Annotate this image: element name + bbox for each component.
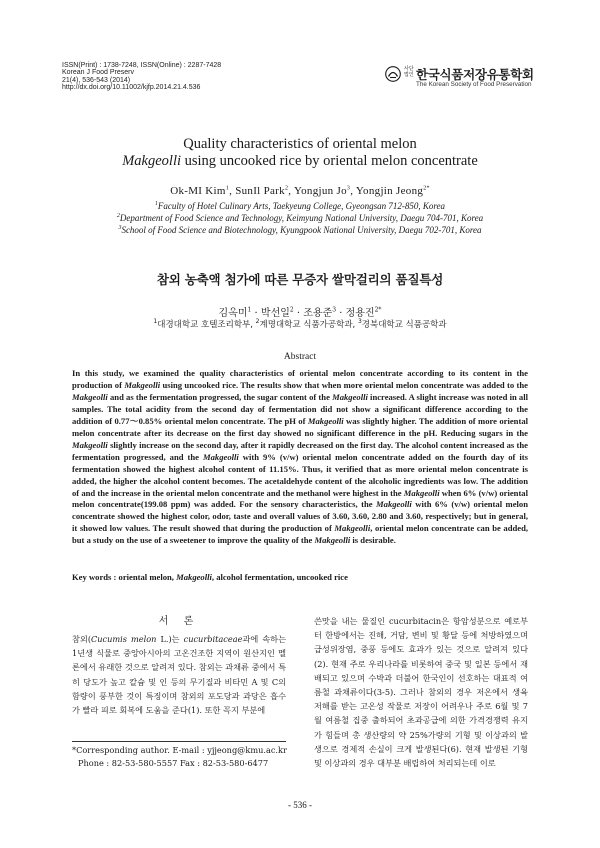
korean-affiliation: 경북대학교 식품공학과 [361, 320, 447, 330]
abstract-italic-term: Makgeolli [334, 523, 371, 534]
page-number: - 536 - [288, 800, 312, 810]
author-affiliation-mark: 3 [346, 185, 351, 192]
intro-column-2: 쓴맛을 내는 물질인 cucurbitacin은 항암성분으로 예로부터 한방에서는 진해, 거담, 변비 및 황달 등에 처방하였으며 급성위장염, 중풍 등에도 효과가 있는 것으로 알려져 있다(2). 현재 주로 우리나라를 비롯하여 중국 및 일본 등에서 재배되고 있으며 수박과 더불어 한국인이 선호하는 대표적 여름철 과채류이다(3-5). 그러나 참외의 경우 저온에서 생육 저해를 받는 고온성 작물로 저장이 어려우나 주로 6월 및 7월 여름철 집중 출하되어 초과공급에 의한 가격경쟁력 유지가 힘들며 총 생산량의 약 25%가량의 기형 및 이상과의 발생으로 경제적 손실이 크게 발생된다(6). 현재 발생된 기형 및 이상과의 경우 대부분 배립하여 처리되는데 이로 [314, 616, 528, 769]
abstract-italic-term: Makgeolli [124, 379, 161, 390]
author-name: SunIl Park [235, 185, 285, 197]
intro-text: 과에 속하는 1년생 식물로 중앙아시아의 고온건조한 지역이 원산지인 멜론에서 유래한 것으로 알려져 있다. 참외는 과채류 중에서 특히 당도가 높고 칼슘 및 인 등의 무기질과 비타민 A 및 C의 함량이 풍부한 것이 특징이며 참외의 포도당과 과당은 흡수가 빨라 피로 회복에 도움을 준다(1). 또한 꼭지 부분에 [72, 634, 286, 716]
abstract-italic-term: Makgeolli [403, 487, 440, 498]
title-rest: using uncooked rice by oriental melon concentrate [181, 153, 478, 169]
footnote-divider [72, 741, 286, 742]
abstract-text: using uncooked rice. The results show that when more oriental melon concentrate was added to the [160, 379, 528, 390]
affiliation-2: $^2$Department of Food Science and Technology, Keimyung National University, Daegu 704-701, Korea [116, 213, 484, 223]
korean-affiliation-mark: 3 [357, 318, 362, 326]
abstract-italic-term: Makgeolli [307, 415, 344, 426]
abstract-italic-term: Makgeolli [332, 391, 368, 402]
intro-column-1 [72, 632, 286, 717]
abstract-italic-term: Makgeolli [376, 499, 412, 510]
abstract-text: was slightly higher. The addition of more oriental melon concentrate after its decrease on the first day showed no significant difference in the pH. Reducing sugars in the [72, 415, 529, 438]
abstract-italic-term: Makgeolli [202, 451, 239, 462]
abstract-text: with 9% (v/w) oriental melon concentrate added on the fourth day of its fermentation showed the highest alcohol content of 11.15%. Thus, it verified that as more oriental melon concentrate is added, the higher the alcohol content becomes. The acetaldehyde content of the alcoholic ingredients was low. The addition of and the increase in the oriental melon concentrate and the methanol were highest in the [72, 451, 528, 498]
keywords-label: Key words : [72, 572, 117, 582]
doi-link[interactable]: http://dx.doi.org/10.11002/kjfp.2014.21.4.536 [62, 84, 201, 92]
intro-text: L.)는 [156, 634, 184, 644]
abstract-italic-term: Makgeolli [72, 391, 108, 402]
society-type: 사단 법인 [404, 66, 414, 78]
volume-pages: 21(4), 536-543 (2014) [62, 76, 131, 84]
society-logo [385, 64, 565, 92]
section-heading-introduction: 서 론 [158, 616, 200, 627]
author-name: Yongjin Jeong [355, 185, 424, 197]
corresponding-author-email: *Corresponding author. E-mail : yjjeong@kmu.ac.kr [72, 745, 287, 755]
paper-title-line1: Quality characteristics of oriental melon [183, 136, 417, 152]
korean-affiliation-mark: 1 [153, 318, 158, 326]
journal-info [62, 62, 221, 92]
author-affiliation-mark: 2* [423, 185, 430, 192]
abstract-text: is desirable. [350, 535, 396, 546]
paper-title-line2 [0, 153, 600, 170]
abstract-body [72, 368, 528, 547]
korean-author-name: 박선일 [260, 308, 290, 319]
society-name-english: The Korean Society of Food Preservation [416, 81, 532, 88]
abstract-text: In this study, we examined the quality characteristics of oriental melon concentrate according to its content in the production of [72, 368, 528, 390]
author-name: Yongjun Jo [293, 185, 347, 197]
intro-text: 참외( [72, 634, 92, 644]
society-emblem-icon [385, 66, 401, 82]
abstract-heading: Abstract [283, 352, 317, 362]
issn-line: ISSN(Print) : 1738-7248, ISSN(Online) : 2287-7428 [62, 62, 222, 69]
footnote [72, 744, 302, 769]
abstract-italic-term: Makgeolli [314, 535, 351, 546]
abstract-italic-term: Makgeolli [72, 439, 108, 450]
abstract-text: , oriental melon concentrate can be added, but a study on the use of a sweetener to improve the quality of the [72, 523, 528, 546]
korean-author-name: 정용진 [345, 308, 375, 319]
intro-italic-term: Cucumis melon [91, 634, 157, 644]
korean-affiliation-mark: 2 [255, 318, 260, 326]
corresponding-author-phone: Phone : 82-53-580-5557 Fax : 82-53-580-6477 [78, 757, 269, 768]
abstract-text: with 6% (v/w) oriental melon concentrate showed the highest color, odor, taste and overall values of 3.60, 3.60, 2.80 and 3.60, respectively; but in general, it showed low values. The result showed that during the production of [72, 499, 528, 534]
korean-author-affiliation-mark: 3 [332, 306, 337, 314]
korean-author-name: 김옥미 [218, 308, 248, 319]
affiliation-3: $^3$School of Food Science and Biotechnology, Kyungpook National University, Daegu 702-701, Korea [118, 225, 482, 235]
korean-title: 참외 농축액 첨가에 따른 무증자 쌀막걸리의 품질특성 [156, 272, 444, 287]
abstract-text: when 6% (v/w) oriental melon concentrate(199.08 ppm) was added. For the sensory characteristics, the [72, 487, 528, 510]
abstract-text: increased. A slight increase was noted in all samples. The total acidity from the second day of fermentation did not show a significant difference according to the addition of 0.77～0.85% oriental melon concentrate. The pH of [72, 391, 528, 426]
korean-affiliations: $^1$대경대학교 호텔조리학부, $^2$계명대학교 식품가공학과, $^3$경북대학교 식품공학과 [153, 318, 447, 330]
intro-italic-term: cucurbitaceae [183, 634, 243, 644]
keywords: Key words : oriental melon, Makgeolli, alcohol fermentation, uncooked rice [72, 572, 348, 582]
author-affiliation-mark: 2 [284, 185, 289, 192]
korean-affiliation: 대경대학교 호텔조리학부 [157, 320, 251, 330]
korean-author-list: 김옥미$^1$ · 박선일$^2$ · 조용준$^3$ · 정용진$^{2*}$ [218, 306, 382, 319]
affiliation-1: $^1$Faculty of Hotel Culinary Arts, Taekyeung College, Gyeongsan 712-850, Korea [154, 201, 446, 211]
society-name-korean: 한국식품저장유통학회 [416, 67, 534, 82]
abstract-text: and as the fermentation progressed, the sugar content of the [107, 391, 333, 402]
korean-author-affiliation-mark: 2 [289, 306, 294, 314]
journal-name: Korean J Food Preserv [62, 69, 134, 77]
korean-author-affiliation-mark: 1 [247, 306, 252, 314]
author-name: Ok-MI Kim [170, 185, 226, 197]
author-affiliation-mark: 1 [225, 185, 230, 192]
korean-affiliation: 계명대학교 식품가공학과 [259, 320, 353, 330]
korean-author-name: 조용준 [303, 308, 333, 319]
abstract-text: slightly increase on the second day, after it rapidly decreased on the first day. The alcohol content increased as the fermentation progressed, and the [72, 439, 528, 462]
title-italic-term: Makgeolli [122, 153, 182, 169]
korean-author-affiliation-mark: 2* [374, 306, 382, 314]
author-list: Ok-MI Kim$^1$, SunIl Park$^2$, Yongjun Jo$^3$, Yongjin Jeong$^{2*}$ [170, 185, 430, 197]
